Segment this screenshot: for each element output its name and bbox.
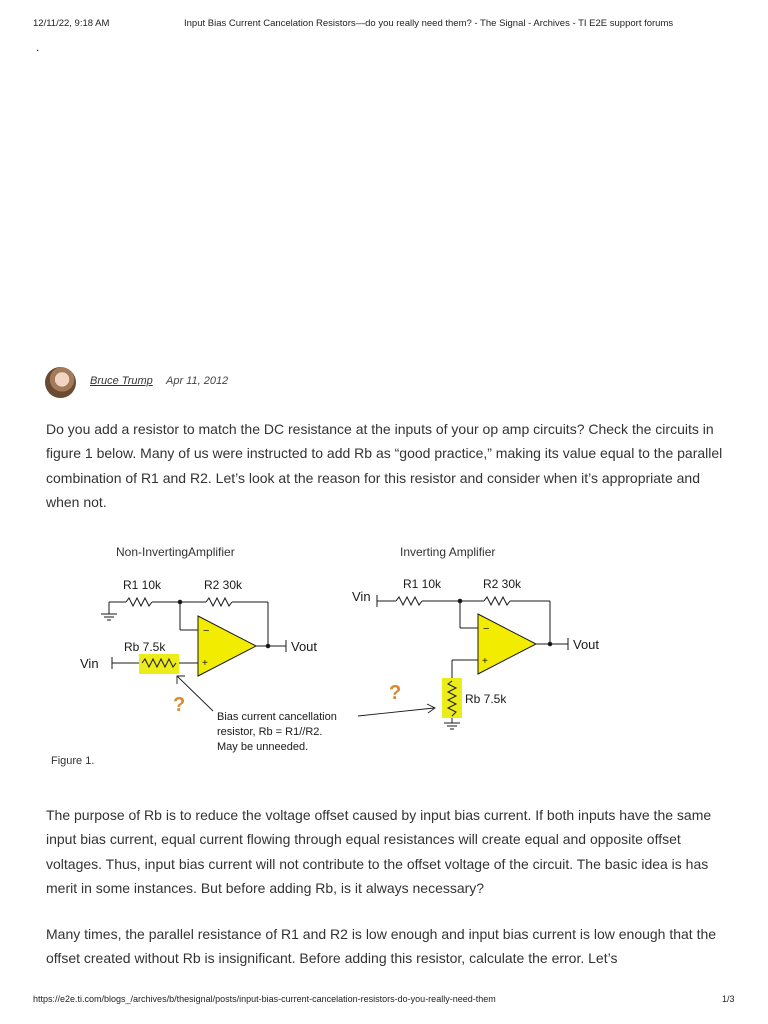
post-paragraph-2: The purpose of Rb is to reduce the voltage offset caused by input bias current. If both inputs have the same input bias current, equal current flowing through equal resistances will create equal and opposite offset voltages. Thus, input bias current will not contribute to the offset voltage of the circuit. The basic idea is has merit in some instances. But before adding Rb, is it always necessary? (46, 807, 712, 896)
vout-label-noninverting: Vout (291, 639, 318, 654)
svg-text:+: + (202, 658, 208, 669)
print-page-url: https://e2e.ti.com/blogs_/archives/b/thesignal/posts/input-bias-current-cancelation-resistors-do-you-really-need-them (33, 994, 496, 1004)
print-footer (0, 994, 768, 1008)
question-mark-noninverting: ? (173, 694, 186, 716)
figure-title-noninverting: Non-InvertingAmplifier (116, 545, 235, 559)
svg-text:+: + (482, 656, 488, 667)
figure-caption: Figure 1. (51, 755, 95, 767)
post-paragraph-1: Do you add a resistor to match the DC resistance at the inputs of your op amp circuits? Check the circuits in figure 1 below. Many of us were instructed to add Rb as “good practice,” making its value equal to the parallel combination of R1 and R2. Let’s look at the reason for this resistor and consider when it’s appropriate and when not. (46, 421, 723, 510)
figure-title-inverting: Inverting Amplifier (400, 545, 496, 559)
note-line-2: resistor, Rb = R1//R2. (217, 726, 323, 738)
post-date: Apr 11, 2012 (166, 375, 229, 387)
r1-label-inverting: R1 10k (403, 577, 442, 591)
vin-label-noninverting: Vin (80, 656, 99, 671)
noninverting-schematic (101, 598, 286, 669)
print-page-title: Input Bias Current Cancelation Resistors—do you really need them? - The Signal - Archives - TI E2E support forums (184, 18, 674, 29)
print-page-number: 1/3 (722, 994, 735, 1004)
svg-text:−: − (483, 623, 490, 635)
note-line-3: May be unneeded. (217, 741, 309, 753)
print-datetime: 12/11/22, 9:18 AM (33, 18, 110, 29)
note-line-1: Bias current cancellation (217, 711, 337, 723)
author-link[interactable]: Bruce Trump (90, 375, 153, 387)
question-mark-inverting: ? (389, 682, 402, 704)
r2-label-noninverting: R2 30k (204, 578, 243, 592)
vout-label-inverting: Vout (573, 637, 600, 652)
rb-label-inverting: Rb 7.5k (465, 692, 507, 706)
avatar[interactable] (45, 367, 76, 398)
post-paragraph-3: Many times, the parallel resistance of R1 and R2 is low enough and input bias current is low enough that the offset created without Rb is insignificant. Before adding this resistor, calculate the error. Let’s (46, 926, 717, 967)
figure-1 (46, 538, 606, 778)
rb-label-noninverting: Rb 7.5k (124, 640, 166, 654)
inverting-schematic (377, 595, 568, 729)
stray-dot: . (36, 40, 40, 54)
r1-label-noninverting: R1 10k (123, 578, 162, 592)
vin-label-inverting: Vin (352, 589, 371, 604)
svg-text:−: − (203, 625, 210, 637)
r2-label-inverting: R2 30k (483, 577, 522, 591)
print-header (0, 18, 768, 32)
